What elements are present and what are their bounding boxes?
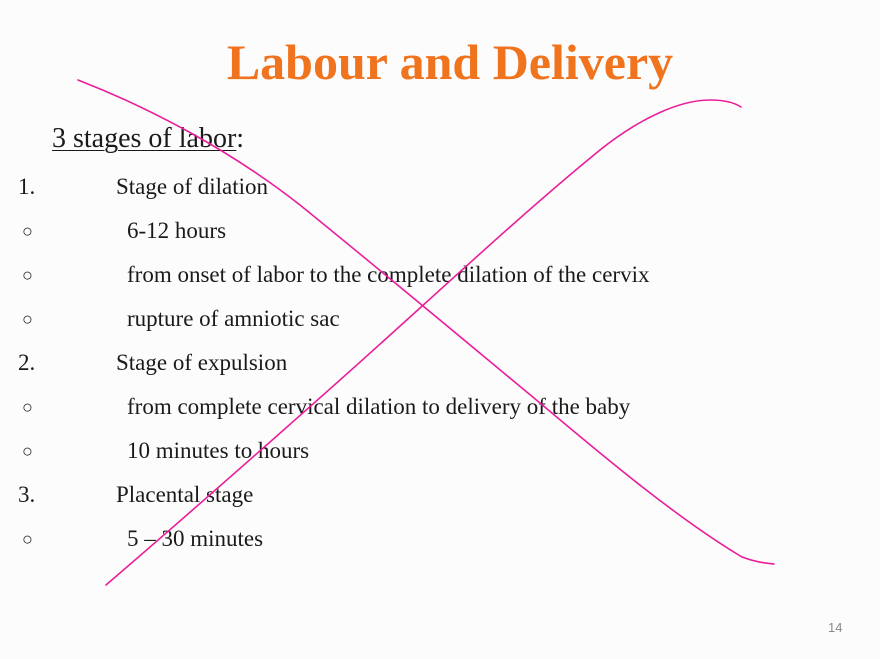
list-item-text: 5 – 30 minutes [127,526,264,551]
list-number: 3. [18,482,36,507]
hollow-bullet-icon: ○ [22,221,33,241]
list-item-text: Placental stage [116,482,254,507]
page-number: 14 [828,620,843,635]
list-item-text: Stage of expulsion [116,350,288,375]
slide-title: Labour and Delivery [226,34,674,90]
hollow-bullet-icon: ○ [22,529,33,549]
hollow-bullet-icon: ○ [22,397,33,417]
list-number: 1. [18,174,36,199]
intro-heading [52,121,244,157]
list-item-text: from onset of labor to the complete dilation of the cervix [127,262,650,287]
intro-underlined-text: 3 stages of labor [52,123,237,154]
intro-colon: : [236,123,245,154]
hollow-bullet-icon: ○ [22,441,33,461]
list-item-text: from complete cervical dilation to delivery of the baby [127,394,631,419]
list-item-text: rupture of amniotic sac [127,306,340,331]
list-number: 2. [18,350,36,375]
list-item-text: 6-12 hours [127,218,227,243]
list-item-text: 10 minutes to hours [127,438,310,463]
list-item-text: Stage of dilation [116,174,269,199]
hollow-bullet-icon: ○ [22,309,33,329]
hollow-bullet-icon: ○ [22,265,33,285]
